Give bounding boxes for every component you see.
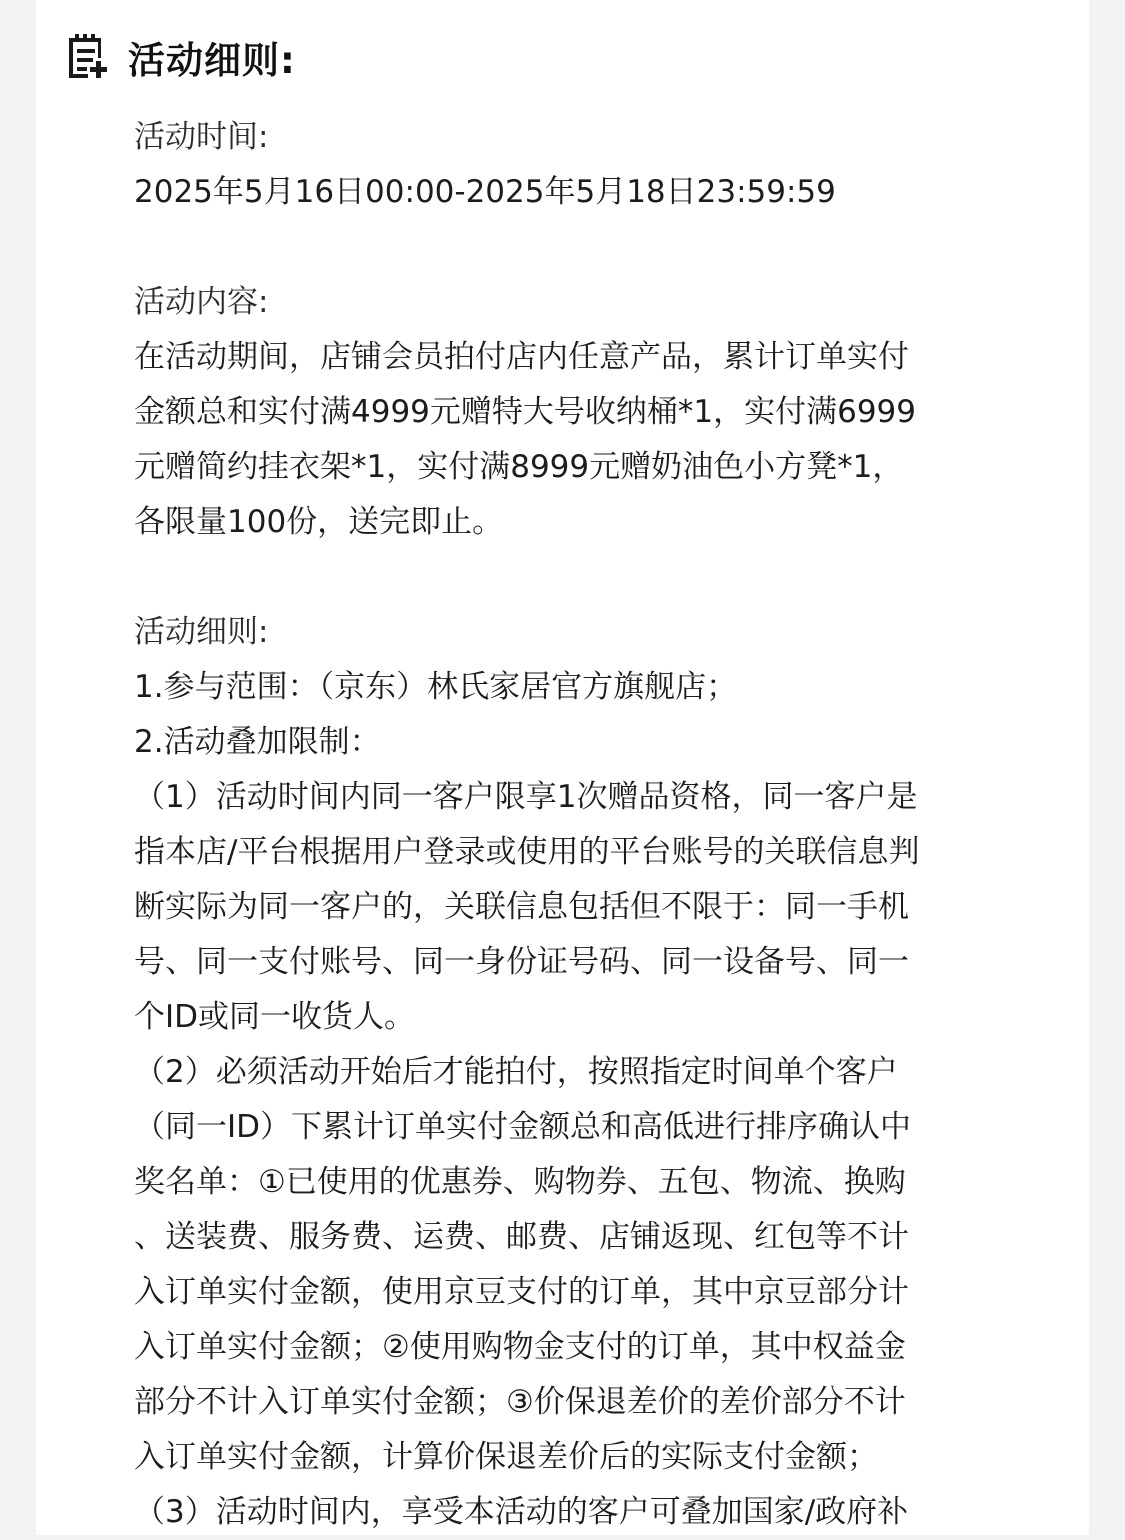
section-header [66, 32, 296, 82]
activity-content-line: 金额总和实付满4999元赠特大号收纳桶*1，实付满6999 [134, 394, 917, 430]
rule-line: 1.参与范围：（京东）林氏家居官方旗舰店； [134, 669, 738, 705]
rule-line: 断实际为同一客户的，关联信息包括但不限于：同一手机 [134, 889, 909, 925]
activity-content-line: 各限量100份，送完即止。 [134, 504, 504, 540]
paragraph-gap [134, 550, 1014, 605]
activity-time-value: 2025年5月16日00:00-2025年5月18日23:59:59 [134, 174, 836, 210]
document-edit-icon [66, 34, 110, 80]
paragraph-gap [134, 220, 1014, 275]
rules-content [134, 110, 1014, 1540]
activity-content-line: 在活动期间，店铺会员拍付店内任意产品，累计订单实付 [134, 339, 909, 375]
activity-content-line: 元赠简约挂衣架*1，实付满8999元赠奶油色小方凳*1， [134, 449, 904, 485]
rule-line: 奖名单：①已使用的优惠券、购物券、五包、物流、换购 [134, 1164, 906, 1200]
rule-line: 号、同一支付账号、同一身份证号码、同一设备号、同一 [134, 944, 909, 980]
rule-line: （2）必须活动开始后才能拍付，按照指定时间单个客户 [134, 1054, 898, 1090]
activity-time-label: 活动时间: [134, 119, 269, 155]
rule-line: 部分不计入订单实付金额；③价保退差价的差价部分不计 [134, 1384, 906, 1420]
rule-line: 入订单实付金额，计算价保退差价后的实际支付金额； [134, 1439, 878, 1475]
page-title: 活动细则: [128, 39, 296, 82]
rule-line: 个ID或同一收货人。 [134, 999, 416, 1035]
rule-line: 2.活动叠加限制： [134, 724, 381, 760]
activity-rules-label: 活动细则: [134, 614, 269, 650]
rule-line: （3）活动时间内，享受本活动的客户可叠加国家/政府补 [134, 1494, 909, 1530]
rule-line: （同一ID）下累计订单实付金额总和高低进行排序确认中 [134, 1109, 912, 1145]
rule-line: 、送装费、服务费、运费、邮费、店铺返现、红包等不计 [134, 1219, 909, 1255]
activity-content-label: 活动内容: [134, 284, 269, 320]
rule-line: 入订单实付金额，使用京豆支付的订单，其中京豆部分计 [134, 1274, 909, 1310]
rule-line: （1）活动时间内同一客户限享1次赠品资格，同一客户是 [134, 779, 918, 815]
rule-line: 指本店/平台根据用户登录或使用的平台账号的关联信息判 [134, 834, 920, 870]
rule-line: 入订单实付金额；②使用购物金支付的订单，其中权益金 [134, 1329, 906, 1365]
